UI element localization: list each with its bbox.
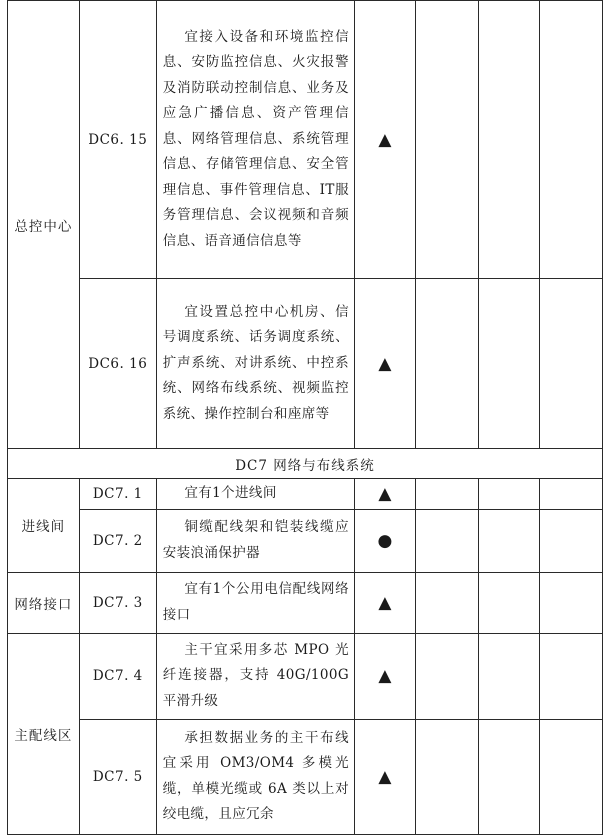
table-row [8, 572, 603, 633]
empty-cell [415, 479, 478, 510]
requirement-text: 宜接入设备和环境监控信息、安防监控信息、火灾报警及消防联动控制信息、业务及应急广播信息、资产管理信息、网络管理信息、系统管理信息、存储管理信息、安全管理信息、事件管理信息、IT服务管理信息、会议视频和音频信息、语音通信信息等 [162, 28, 350, 249]
code-cell: DC7. 1 [79, 479, 156, 510]
area-cell: 总控中心 [8, 1, 80, 449]
table-row [8, 479, 603, 510]
empty-cell [540, 479, 603, 510]
code-cell: DC6. 16 [79, 279, 156, 449]
empty-cell [478, 633, 540, 719]
empty-cell [540, 1, 603, 279]
table-row [8, 509, 603, 572]
requirement-text: 宜设置总控中心机房、信号调度系统、话务调度系统、扩声系统、对讲系统、中控系统、网络布线系统、视频监控系统、操作控制台和座席等 [162, 303, 350, 422]
code-cell: DC6. 15 [79, 1, 156, 279]
code-cell: DC7. 3 [79, 572, 156, 633]
mark-cell: ▲ [355, 572, 416, 633]
empty-cell [540, 509, 603, 572]
mark-cell: ▲ [355, 719, 416, 834]
requirement-text: 主干宜采用多芯 MPO 光纤连接器，支持 40G/100G 平滑升级 [162, 641, 350, 709]
code-cell: DC7. 2 [79, 509, 156, 572]
empty-cell [540, 279, 603, 449]
table-row [8, 1, 603, 279]
empty-cell [415, 633, 478, 719]
mark-cell: ▲ [355, 1, 416, 279]
empty-cell [415, 509, 478, 572]
mark-cell: ▲ [355, 279, 416, 449]
code-cell: DC7. 4 [79, 633, 156, 719]
requirement-text: 宜有1个公用电信配线网络接口 [162, 581, 350, 623]
empty-cell [478, 719, 540, 834]
mark-cell: ▲ [355, 633, 416, 719]
requirement-cell [156, 279, 354, 449]
table-row [8, 633, 603, 719]
requirement-text: 宜有1个进线间 [184, 485, 277, 501]
empty-cell [415, 572, 478, 633]
requirement-cell [156, 719, 354, 834]
empty-cell [540, 719, 603, 834]
requirement-cell [156, 479, 354, 510]
mark-cell: ▲ [355, 479, 416, 510]
code-cell: DC7. 5 [79, 719, 156, 834]
empty-cell [415, 719, 478, 834]
empty-cell [540, 633, 603, 719]
requirement-text: 铜缆配线架和铠装线缆应安装浪涌保护器 [162, 519, 350, 561]
empty-cell [478, 509, 540, 572]
requirement-cell [156, 509, 354, 572]
empty-cell [478, 479, 540, 510]
empty-cell [478, 279, 540, 449]
requirement-cell [156, 633, 354, 719]
area-cell: 网络接口 [8, 572, 80, 633]
area-cell: 主配线区 [8, 633, 80, 834]
spec-table [7, 0, 603, 835]
section-title: DC7 网络与布线系统 [8, 449, 603, 479]
requirement-cell [156, 572, 354, 633]
empty-cell [540, 572, 603, 633]
requirement-text: 承担数据业务的主干布线宜采用 OM3/OM4 多模光缆，单模光缆或 6A 类以上对绞电缆，且应冗余 [162, 729, 350, 822]
empty-cell [415, 1, 478, 279]
area-cell: 进线间 [8, 479, 80, 573]
empty-cell [415, 279, 478, 449]
table-row [8, 719, 603, 834]
section-row [8, 449, 603, 479]
requirement-cell [156, 1, 354, 279]
table-row [8, 279, 603, 449]
mark-cell: ● [355, 509, 416, 572]
empty-cell [478, 1, 540, 279]
empty-cell [478, 572, 540, 633]
